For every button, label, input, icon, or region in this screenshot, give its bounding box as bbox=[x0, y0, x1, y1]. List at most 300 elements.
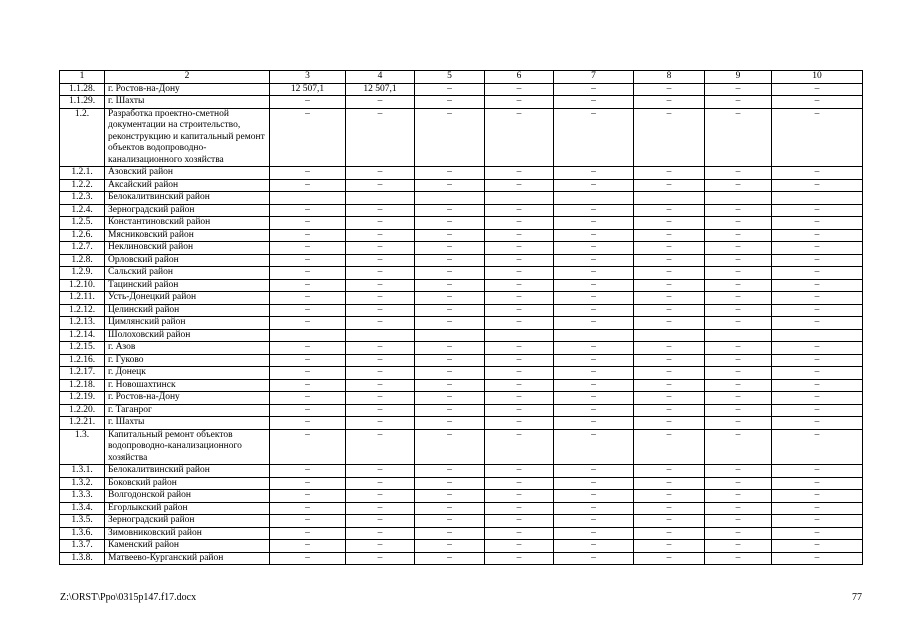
value-cell: – bbox=[705, 465, 772, 478]
value-cell: – bbox=[485, 242, 554, 255]
value-cell: – bbox=[415, 354, 485, 367]
value-cell: – bbox=[485, 217, 554, 230]
value-cell: – bbox=[415, 515, 485, 528]
value-cell: – bbox=[634, 204, 705, 217]
value-cell: – bbox=[485, 527, 554, 540]
value-cell: – bbox=[772, 515, 863, 528]
table-row bbox=[60, 342, 863, 355]
value-cell: – bbox=[270, 292, 346, 305]
value-cell: – bbox=[485, 254, 554, 267]
value-cell: – bbox=[705, 404, 772, 417]
table-row bbox=[60, 515, 863, 528]
value-cell: – bbox=[634, 404, 705, 417]
table-row bbox=[60, 229, 863, 242]
table-row bbox=[60, 267, 863, 280]
row-number-cell: 1.2. bbox=[60, 108, 105, 167]
value-cell: – bbox=[346, 354, 415, 367]
value-cell: – bbox=[772, 379, 863, 392]
row-number-cell: 1.2.6. bbox=[60, 229, 105, 242]
table-row bbox=[60, 217, 863, 230]
value-cell: – bbox=[415, 417, 485, 430]
value-cell: – bbox=[554, 167, 634, 180]
value-cell: – bbox=[346, 179, 415, 192]
table-row bbox=[60, 179, 863, 192]
table-row bbox=[60, 490, 863, 503]
value-cell: – bbox=[634, 254, 705, 267]
table-row bbox=[60, 192, 863, 205]
row-number-cell: 1.3.6. bbox=[60, 527, 105, 540]
value-cell: – bbox=[772, 342, 863, 355]
value-cell: – bbox=[270, 540, 346, 553]
value-cell bbox=[415, 329, 485, 342]
row-number-cell: 1.2.7. bbox=[60, 242, 105, 255]
value-cell: – bbox=[705, 204, 772, 217]
table-row bbox=[60, 417, 863, 430]
value-cell: – bbox=[346, 515, 415, 528]
value-cell: – bbox=[772, 527, 863, 540]
row-name-cell: Целинский район bbox=[105, 304, 270, 317]
row-name-cell: Капитальный ремонт объектов водопроводно-канализационного хозяйства bbox=[105, 429, 270, 465]
value-cell: – bbox=[705, 417, 772, 430]
row-number-cell: 1.2.14. bbox=[60, 329, 105, 342]
table-row bbox=[60, 108, 863, 167]
value-cell: – bbox=[705, 242, 772, 255]
value-cell: – bbox=[772, 404, 863, 417]
value-cell: – bbox=[554, 83, 634, 96]
value-cell: – bbox=[634, 83, 705, 96]
value-cell: – bbox=[485, 279, 554, 292]
value-cell bbox=[346, 192, 415, 205]
value-cell: – bbox=[705, 279, 772, 292]
value-cell: – bbox=[554, 465, 634, 478]
value-cell: – bbox=[705, 83, 772, 96]
value-cell: – bbox=[415, 465, 485, 478]
value-cell: – bbox=[705, 167, 772, 180]
table-row bbox=[60, 404, 863, 417]
value-cell: – bbox=[270, 429, 346, 465]
value-cell: – bbox=[772, 477, 863, 490]
value-cell: – bbox=[346, 367, 415, 380]
value-cell: – bbox=[485, 317, 554, 330]
value-cell: – bbox=[415, 429, 485, 465]
row-number-cell: 1.2.10. bbox=[60, 279, 105, 292]
value-cell: – bbox=[634, 527, 705, 540]
value-cell: – bbox=[772, 304, 863, 317]
row-name-cell: г. Азов bbox=[105, 342, 270, 355]
value-cell: – bbox=[270, 217, 346, 230]
page-number: 77 bbox=[852, 592, 862, 603]
value-cell: – bbox=[270, 179, 346, 192]
table-header-row bbox=[60, 71, 863, 84]
row-name-cell: Шолоховский район bbox=[105, 329, 270, 342]
value-cell: – bbox=[485, 179, 554, 192]
value-cell: – bbox=[705, 304, 772, 317]
value-cell: – bbox=[346, 342, 415, 355]
value-cell: – bbox=[772, 267, 863, 280]
value-cell: – bbox=[554, 477, 634, 490]
value-cell: – bbox=[772, 317, 863, 330]
value-cell: – bbox=[270, 465, 346, 478]
row-name-cell: Неклиновский район bbox=[105, 242, 270, 255]
value-cell: – bbox=[554, 540, 634, 553]
value-cell: – bbox=[270, 108, 346, 167]
value-cell: – bbox=[346, 540, 415, 553]
value-cell: – bbox=[634, 279, 705, 292]
row-name-cell: г. Таганрог bbox=[105, 404, 270, 417]
value-cell: – bbox=[772, 292, 863, 305]
value-cell: – bbox=[634, 392, 705, 405]
value-cell: – bbox=[634, 342, 705, 355]
table-row bbox=[60, 242, 863, 255]
value-cell: – bbox=[705, 108, 772, 167]
value-cell: – bbox=[415, 540, 485, 553]
row-name-cell: Каменский район bbox=[105, 540, 270, 553]
row-number-cell: 1.2.8. bbox=[60, 254, 105, 267]
value-cell: – bbox=[346, 96, 415, 109]
value-cell: – bbox=[772, 540, 863, 553]
row-name-cell: г. Ростов-на-Дону bbox=[105, 83, 270, 96]
row-name-cell: Тацинский район bbox=[105, 279, 270, 292]
value-cell: – bbox=[634, 217, 705, 230]
column-header: 4 bbox=[346, 71, 415, 84]
value-cell: – bbox=[554, 217, 634, 230]
value-cell: – bbox=[772, 552, 863, 565]
value-cell: – bbox=[485, 490, 554, 503]
value-cell: – bbox=[705, 527, 772, 540]
value-cell: – bbox=[772, 392, 863, 405]
value-cell bbox=[554, 329, 634, 342]
row-number-cell: 1.2.1. bbox=[60, 167, 105, 180]
value-cell: – bbox=[485, 429, 554, 465]
value-cell: – bbox=[346, 404, 415, 417]
column-header: 5 bbox=[415, 71, 485, 84]
value-cell: – bbox=[554, 417, 634, 430]
value-cell: – bbox=[270, 267, 346, 280]
value-cell: – bbox=[554, 354, 634, 367]
table-row bbox=[60, 167, 863, 180]
value-cell: – bbox=[705, 254, 772, 267]
value-cell: – bbox=[415, 267, 485, 280]
value-cell: – bbox=[270, 392, 346, 405]
value-cell: – bbox=[485, 108, 554, 167]
value-cell: – bbox=[346, 392, 415, 405]
value-cell: – bbox=[634, 354, 705, 367]
value-cell: – bbox=[346, 527, 415, 540]
value-cell: – bbox=[415, 229, 485, 242]
value-cell: – bbox=[634, 465, 705, 478]
value-cell: – bbox=[772, 417, 863, 430]
value-cell: – bbox=[270, 342, 346, 355]
row-name-cell: г. Шахты bbox=[105, 417, 270, 430]
row-name-cell: Мясниковский район bbox=[105, 229, 270, 242]
value-cell: – bbox=[415, 527, 485, 540]
value-cell: – bbox=[554, 317, 634, 330]
value-cell: – bbox=[346, 229, 415, 242]
value-cell: – bbox=[485, 292, 554, 305]
value-cell: – bbox=[485, 502, 554, 515]
row-name-cell: Зерноградский район bbox=[105, 204, 270, 217]
value-cell: – bbox=[485, 304, 554, 317]
value-cell: – bbox=[346, 242, 415, 255]
value-cell: – bbox=[270, 242, 346, 255]
table-row bbox=[60, 379, 863, 392]
value-cell: – bbox=[554, 96, 634, 109]
value-cell: – bbox=[415, 392, 485, 405]
table-row bbox=[60, 304, 863, 317]
row-name-cell: Зерноградский район bbox=[105, 515, 270, 528]
value-cell: – bbox=[270, 417, 346, 430]
value-cell: – bbox=[270, 167, 346, 180]
value-cell: – bbox=[634, 96, 705, 109]
value-cell: – bbox=[346, 267, 415, 280]
value-cell: – bbox=[485, 515, 554, 528]
value-cell: – bbox=[705, 540, 772, 553]
value-cell: – bbox=[554, 267, 634, 280]
table-body bbox=[60, 71, 863, 565]
value-cell: – bbox=[705, 217, 772, 230]
value-cell: – bbox=[772, 83, 863, 96]
value-cell: – bbox=[415, 108, 485, 167]
value-cell: – bbox=[772, 108, 863, 167]
value-cell: – bbox=[346, 417, 415, 430]
value-cell: – bbox=[485, 465, 554, 478]
value-cell: – bbox=[346, 254, 415, 267]
value-cell: – bbox=[415, 254, 485, 267]
row-name-cell: Зимовниковский район bbox=[105, 527, 270, 540]
row-name-cell: Константиновский район bbox=[105, 217, 270, 230]
column-header: 9 bbox=[705, 71, 772, 84]
row-number-cell: 1.3.7. bbox=[60, 540, 105, 553]
value-cell: – bbox=[415, 404, 485, 417]
value-cell: 12 507,1 bbox=[346, 83, 415, 96]
value-cell: – bbox=[485, 204, 554, 217]
row-name-cell: г. Гуково bbox=[105, 354, 270, 367]
value-cell: – bbox=[485, 229, 554, 242]
value-cell: – bbox=[772, 254, 863, 267]
value-cell: – bbox=[554, 404, 634, 417]
row-name-cell: г. Шахты bbox=[105, 96, 270, 109]
row-name-cell: Егорлыкский район bbox=[105, 502, 270, 515]
value-cell: – bbox=[634, 317, 705, 330]
value-cell: – bbox=[705, 267, 772, 280]
value-cell: – bbox=[634, 379, 705, 392]
value-cell: – bbox=[415, 279, 485, 292]
value-cell: – bbox=[346, 502, 415, 515]
value-cell: – bbox=[772, 229, 863, 242]
row-number-cell: 1.3.4. bbox=[60, 502, 105, 515]
value-cell: – bbox=[485, 367, 554, 380]
value-cell: – bbox=[485, 354, 554, 367]
value-cell bbox=[554, 192, 634, 205]
value-cell: – bbox=[346, 108, 415, 167]
value-cell: – bbox=[705, 342, 772, 355]
row-number-cell: 1.2.5. bbox=[60, 217, 105, 230]
value-cell: – bbox=[485, 83, 554, 96]
value-cell: – bbox=[270, 254, 346, 267]
row-name-cell: Сальский район bbox=[105, 267, 270, 280]
row-number-cell: 1.2.20. bbox=[60, 404, 105, 417]
value-cell: – bbox=[270, 96, 346, 109]
value-cell: – bbox=[415, 502, 485, 515]
value-cell: – bbox=[485, 540, 554, 553]
table-row bbox=[60, 96, 863, 109]
value-cell: – bbox=[705, 354, 772, 367]
column-header: 2 bbox=[105, 71, 270, 84]
row-name-cell: Волгодонской район bbox=[105, 490, 270, 503]
value-cell: – bbox=[634, 179, 705, 192]
value-cell: – bbox=[270, 367, 346, 380]
value-cell: – bbox=[554, 552, 634, 565]
value-cell: – bbox=[634, 242, 705, 255]
value-cell: – bbox=[705, 96, 772, 109]
value-cell: – bbox=[554, 179, 634, 192]
value-cell: – bbox=[415, 204, 485, 217]
value-cell: – bbox=[772, 204, 863, 217]
row-number-cell: 1.2.9. bbox=[60, 267, 105, 280]
value-cell: – bbox=[346, 490, 415, 503]
value-cell: – bbox=[346, 204, 415, 217]
value-cell: – bbox=[554, 279, 634, 292]
value-cell: – bbox=[634, 429, 705, 465]
table-row bbox=[60, 354, 863, 367]
row-name-cell: г. Новошахтинск bbox=[105, 379, 270, 392]
row-number-cell: 1.2.4. bbox=[60, 204, 105, 217]
value-cell bbox=[415, 192, 485, 205]
value-cell: – bbox=[346, 304, 415, 317]
value-cell bbox=[485, 192, 554, 205]
value-cell: – bbox=[634, 477, 705, 490]
table-row bbox=[60, 329, 863, 342]
value-cell: – bbox=[270, 354, 346, 367]
value-cell: – bbox=[415, 292, 485, 305]
row-number-cell: 1.3.1. bbox=[60, 465, 105, 478]
column-header: 1 bbox=[60, 71, 105, 84]
row-name-cell: Орловский район bbox=[105, 254, 270, 267]
value-cell: – bbox=[772, 279, 863, 292]
value-cell: – bbox=[772, 490, 863, 503]
value-cell: – bbox=[634, 490, 705, 503]
value-cell: – bbox=[415, 96, 485, 109]
value-cell: – bbox=[634, 502, 705, 515]
value-cell: – bbox=[705, 502, 772, 515]
value-cell: – bbox=[270, 229, 346, 242]
value-cell: – bbox=[270, 379, 346, 392]
value-cell: – bbox=[634, 552, 705, 565]
value-cell: – bbox=[705, 515, 772, 528]
value-cell: – bbox=[485, 379, 554, 392]
value-cell: – bbox=[415, 552, 485, 565]
value-cell: – bbox=[554, 429, 634, 465]
value-cell: – bbox=[705, 367, 772, 380]
value-cell: – bbox=[772, 465, 863, 478]
row-number-cell: 1.2.13. bbox=[60, 317, 105, 330]
value-cell: – bbox=[346, 167, 415, 180]
value-cell: – bbox=[346, 279, 415, 292]
value-cell: – bbox=[346, 429, 415, 465]
value-cell: – bbox=[415, 367, 485, 380]
value-cell: – bbox=[270, 404, 346, 417]
value-cell: – bbox=[415, 477, 485, 490]
value-cell: – bbox=[270, 552, 346, 565]
value-cell: – bbox=[346, 292, 415, 305]
table-row bbox=[60, 527, 863, 540]
value-cell: – bbox=[554, 242, 634, 255]
value-cell: – bbox=[554, 229, 634, 242]
row-name-cell: г. Ростов-на-Дону bbox=[105, 392, 270, 405]
value-cell: – bbox=[485, 477, 554, 490]
value-cell: – bbox=[634, 367, 705, 380]
value-cell: – bbox=[772, 96, 863, 109]
column-header: 3 bbox=[270, 71, 346, 84]
row-number-cell: 1.1.29. bbox=[60, 96, 105, 109]
value-cell: – bbox=[554, 392, 634, 405]
value-cell: – bbox=[634, 229, 705, 242]
value-cell: – bbox=[270, 515, 346, 528]
table-row bbox=[60, 279, 863, 292]
value-cell: – bbox=[485, 552, 554, 565]
row-number-cell: 1.1.28. bbox=[60, 83, 105, 96]
value-cell: – bbox=[415, 317, 485, 330]
value-cell: – bbox=[772, 502, 863, 515]
row-name-cell: Боковский район bbox=[105, 477, 270, 490]
value-cell: – bbox=[705, 392, 772, 405]
value-cell: – bbox=[554, 490, 634, 503]
value-cell: – bbox=[705, 379, 772, 392]
table-row bbox=[60, 552, 863, 565]
value-cell: – bbox=[772, 179, 863, 192]
value-cell: – bbox=[634, 267, 705, 280]
row-number-cell: 1.2.17. bbox=[60, 367, 105, 380]
value-cell: – bbox=[415, 217, 485, 230]
row-name-cell: Матвеево-Курганский район bbox=[105, 552, 270, 565]
value-cell: – bbox=[554, 204, 634, 217]
value-cell: – bbox=[634, 292, 705, 305]
value-cell: – bbox=[270, 279, 346, 292]
table-row bbox=[60, 367, 863, 380]
value-cell: – bbox=[634, 108, 705, 167]
row-number-cell: 1.3.2. bbox=[60, 477, 105, 490]
value-cell: – bbox=[772, 354, 863, 367]
value-cell: – bbox=[415, 379, 485, 392]
row-number-cell: 1.2.18. bbox=[60, 379, 105, 392]
value-cell: – bbox=[270, 304, 346, 317]
value-cell: – bbox=[346, 552, 415, 565]
table-row bbox=[60, 292, 863, 305]
row-number-cell: 1.2.15. bbox=[60, 342, 105, 355]
value-cell: – bbox=[415, 342, 485, 355]
value-cell: – bbox=[270, 204, 346, 217]
value-cell: – bbox=[270, 490, 346, 503]
value-cell: – bbox=[772, 167, 863, 180]
row-name-cell: Белокалитвинский район bbox=[105, 465, 270, 478]
table-row bbox=[60, 477, 863, 490]
value-cell: – bbox=[705, 292, 772, 305]
value-cell: – bbox=[554, 379, 634, 392]
table-row bbox=[60, 502, 863, 515]
column-header: 7 bbox=[554, 71, 634, 84]
value-cell bbox=[346, 329, 415, 342]
value-cell: – bbox=[554, 254, 634, 267]
row-number-cell: 1.3.3. bbox=[60, 490, 105, 503]
value-cell: – bbox=[485, 267, 554, 280]
value-cell: – bbox=[346, 379, 415, 392]
row-number-cell: 1.2.3. bbox=[60, 192, 105, 205]
value-cell: – bbox=[554, 502, 634, 515]
value-cell: – bbox=[415, 167, 485, 180]
value-cell: – bbox=[270, 317, 346, 330]
row-name-cell: Белокалитвинский район bbox=[105, 192, 270, 205]
row-number-cell: 1.2.11. bbox=[60, 292, 105, 305]
